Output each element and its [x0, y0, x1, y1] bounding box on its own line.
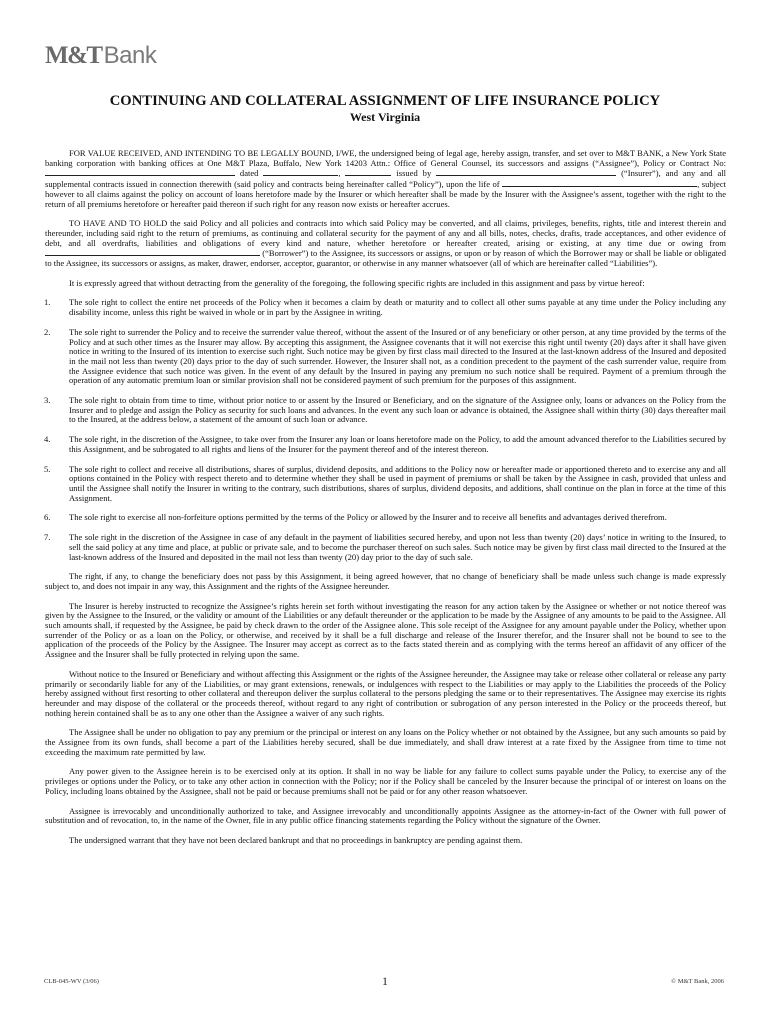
- right-item: [45, 533, 726, 562]
- insurer-name-field[interactable]: [436, 168, 616, 176]
- item-number: 3.: [44, 395, 51, 406]
- right-item: [45, 298, 726, 317]
- item-text: The sole right in the discretion of the Assignee in case of any default in the payment of liabilities secured hereby, and upon not less than twenty (20) days’ notice in writing to the Insured, to sell the said policy at any time and place, at public or private sale, and to become the purchaser thereof on such sales. Such notice may be given by first class mail directed to the Insured at the last-known address of the Insured and deposited in the mail not less than twenty (20) day prior to the day of such sale.: [69, 532, 726, 562]
- item-number: 4.: [44, 434, 51, 445]
- collateral-paragraph: Without notice to the Insured or Beneficiary and without affecting this Assignment or the rights of the Assignee hereunder, the Assignee may take or release other collateral or release any party primarily or secondarily liable for any of the Liabilities, or may grant extensions, renewals, or indulgences with respect to the Liabilities or may apply to the Liabilities the proceeds of the Policy hereby assigned without first resorting to other collateral and thereupon deliver the surplus collateral to the persons pledging the same or to their representatives. The Assignee may exercise its rights hereunder and may dispose of the collateral or the proceeds thereof, without regard to any right of contribution or subrogation of any person interested in the Policy or the proceeds thereof, but nothing herein contained shall be as to any one other than the Assignee a waiver of any such rights.: [45, 668, 726, 718]
- item-number: 1.: [44, 297, 51, 308]
- logo-bank-wordmark: Bank: [103, 42, 157, 69]
- item-number: 5.: [44, 463, 51, 474]
- bankruptcy-warranty-paragraph: The undersigned warrant that they have not been declared bankrupt and that no proceedings in bankruptcy are pending against them.: [69, 834, 523, 845]
- right-item: [45, 328, 726, 386]
- borrower-name-field[interactable]: [45, 248, 260, 256]
- text: FOR VALUE RECEIVED, AND INTENDING TO BE LEGALLY BOUND, I/WE, the undersigned being of legal age, hereby assign, transfer, and set over to M&T BANK, a New York State banking corporation with banking offices at One M&T Plaza, Buffalo, New York 14203 Attn.: Office of General Counsel, its successors and assigns (“Assignee”), Policy or Contract No:: [45, 148, 726, 168]
- specific-rights-intro: It is expressly agreed that without detracting from the generality of the foregoing, the following specific rights are included in this assignment and pass by virtue hereof:: [69, 277, 645, 288]
- item-text: The sole right to obtain from time to time, without prior notice to or assent by the Insured or Beneficiary, and on the signature of the Assignee only, loans or advances on the Policy from the Insurer and to pledge and assign the Policy as security for such loans and advances. In the event any such loan or advance is obtained, the Assignee shall within thirty (30) days thereafter mail to the Insured, at the address below, a statement of the amount of such loan or advance.: [69, 395, 726, 425]
- document-title: CONTINUING AND COLLATERAL ASSIGNMENT OF LIFE INSURANCE POLICY: [109, 93, 661, 109]
- item-number: 7.: [44, 532, 51, 543]
- policy-year-field[interactable]: [345, 168, 391, 176]
- copyright: © M&T Bank, 2006: [671, 978, 724, 985]
- right-item: [45, 435, 726, 454]
- right-item: [45, 513, 726, 523]
- item-number: 2.: [44, 326, 51, 337]
- item-text: The sole right to collect and receive all distributions, shares of surplus, dividend deposits, and additions to the Policy now or hereafter made or apportioned thereto and to exercise any and all options contained in the Policy with respect thereto and to determine whether they shall be used in payment of premiums or shall be taken by the Assignee in cash, provided that unless and until the Assignee shall notify the Insurer in writing to the contrary, such distributions, shares of surplus, dividend deposits, and additions, shall continue on the plan in force at the time of this Assignment.: [69, 463, 726, 503]
- logo-mt-mark: M&T: [45, 42, 102, 69]
- text: (“Borrower”) to the Assignee, its successors or assigns, or upon or by reason of which the Borrower may or shall be liable or obligated to the Assignee, its successors or assigns, as maker, drawer, endorser, acceptor, guarantor, or otherwise in any manner whatsoever (all of which are hereinafter called “Liabilities”).: [45, 248, 726, 269]
- page-number: 1: [382, 974, 388, 988]
- item-text: The sole right to surrender the Policy and to receive the surrender value thereof, without the assent of the Insured or of any beneficiary or other person, at any time provided by the terms of the Policy and at such other times as the Insurer may allow. By accepting this assignment, the Assignee covenants that it will not exercise this right until twenty (20) days after it shall have given notice in writing to the Insured of its intention to exercise such right. Such notice may be given by first class mail directed to the Insured at the last-known address of the Insured and deposited in the mail not less than twenty (20) days prior to the day of such surrender. However, the Insurer shall not, as a condition precedent to the payment of the cash surrender value, require from the Assignee evidence that such notice was given. In the event of any default by the Insured in paying any premium no such notice shall be required. Payment of a premium through the operation of any automatic premium loan or similar provision shall not be considered payment of such premium for the purposes of this assignment.: [69, 326, 726, 386]
- item-text: The sole right to collect the entire net proceeds of the Policy when it becomes a claim by death or maturity and to collect all other sums payable at any time under the Policy including any disability income, unless this right be waived in whole or in part by the Assignee in writing.: [69, 297, 726, 318]
- item-text: The sole right, in the discretion of the Assignee, to take over from the Insurer any loan or loans heretofore made on the Policy, to add the amount advanced therefor to the Liabilities secured by this Assignment, and be subrogated to all rights and liens of the Insurer for the payment thereof and of the interest thereon.: [69, 434, 726, 454]
- text: issued by: [391, 168, 437, 179]
- document-subtitle: West Virginia: [349, 110, 421, 124]
- text: (“Insurer”), and any and all supplemental contracts issued in connection therewith (said policy and contracts being hereinafter called “Policy”), upon the life of: [45, 168, 726, 190]
- text: dated: [235, 168, 264, 179]
- form-code: CLB-045-WV (3/06): [44, 978, 99, 985]
- text: TO HAVE AND TO HOLD the said Policy and all policies and contracts into which said Policy may be converted, and all claims, privileges, benefits, rights, title and interest therein and thereunder, including said right to the return of premiums, as continuing and collateral security for the payment of any and all bills, notes, checks, drafts, trade acceptances, and other evidence of debt, and all overdrafts, liabilities and obligations of every kind and nature, whether heretofore or hereafter created, arising or existing, at any time due or owing from: [45, 218, 726, 248]
- item-number: 6.: [44, 512, 51, 523]
- power-option-paragraph: Any power given to the Assignee herein is to be exercised only at its option. It shall in no way be liable for any failure to collect sums payable under the Policy, to exercise any of the privileges or options under the Policy, or to take any other action in connection with the Policy; nor if the Policy shall be canceled by the Insurer because the principal of or interest on loans on the Policy, including loans obtained by the Assignee, shall not be paid or because premiums shall not be paid or for any other reason whatsoever.: [45, 766, 726, 796]
- item-text: The sole right to exercise all non-forfeiture options permitted by the terms of the Policy or allowed by the Insurer and to receive all benefits and advantages derived therefrom.: [69, 512, 667, 523]
- document-body: [45, 149, 726, 856]
- text: , subject however to all claims against the policy on account of loans heretofore made by the Insurer or which hereafter shall be made by the Insurer with the Assignee’s assent, together with the right to the return of all premiums heretofore or hereafter paid thereon if such right for any reason now exists or hereafter accrues.: [45, 179, 726, 209]
- premium-obligation-paragraph: The Assignee shall be under no obligation to pay any premium or the principal or interest on any loans on the Policy whether or not obtained by the Assignee, but any such amounts so paid by the Assignee from its own funds, shall become a part of the Liabilities hereby secured, shall be due immediately, and shall draw interest at a rate fixed by the Assignee from time to time not exceeding the maximum rate permitted by law.: [45, 727, 726, 757]
- insurer-instruction-paragraph: The Insurer is hereby instructed to recognize the Assignee’s rights herein set forth without investigating the reason for any action taken by the Assignee or whether or not notice thereof was given by the Assignee to the Insured, or the validity or amount of the Liabilities or any default thereunder or the application to be made by the Assignee of any amounts to be paid to the Assignee. All such amounts shall, if requested by the Assignee, be paid by check drawn to the order of the Assignee alone. This sole receipt of the Assignee for any amount payable under the Policy, whether upon surrender of the Policy or as a loan on the Policy, or otherwise, and received by it shall be a full discharge and release of the Insurer therefor, and the Insurer shall not be bound to see to the application of the proceeds of the Policy by the Assignee. The Insurer may accept as correct as to the facts stated therein and as complying with the terms hereof an affidavit of any officer of the Assignee and the Insurer shall be fully protected in relying upon the same.: [45, 600, 726, 660]
- right-item: [45, 396, 726, 425]
- mt-bank-logo: [45, 42, 156, 72]
- assignment-paragraph: [45, 149, 726, 209]
- text: ,: [338, 168, 346, 179]
- attorney-in-fact-paragraph: Assignee is irrevocably and unconditionally authorized to take, and Assignee irrevocably and unconditionally appoints Assignee as the attorney-in-fact of the Owner with full power of substitution and of revocation, to, in the name of the Owner, file in any public office financing statements regarding the Policy without the signature of the Owner.: [45, 805, 726, 826]
- policy-number-field[interactable]: [45, 168, 235, 176]
- habendum-paragraph: [45, 219, 726, 269]
- policy-date-field[interactable]: [263, 168, 338, 176]
- beneficiary-paragraph: The right, if any, to change the beneficiary does not pass by this Assignment, it being agreed however, that no change of beneficiary shall be made unless such change is made expressly subject to, and does not impair in any way, this Assignment and the rights of the Assignee hereunder.: [45, 571, 726, 591]
- insured-name-field[interactable]: [502, 179, 697, 187]
- right-item: [45, 465, 726, 504]
